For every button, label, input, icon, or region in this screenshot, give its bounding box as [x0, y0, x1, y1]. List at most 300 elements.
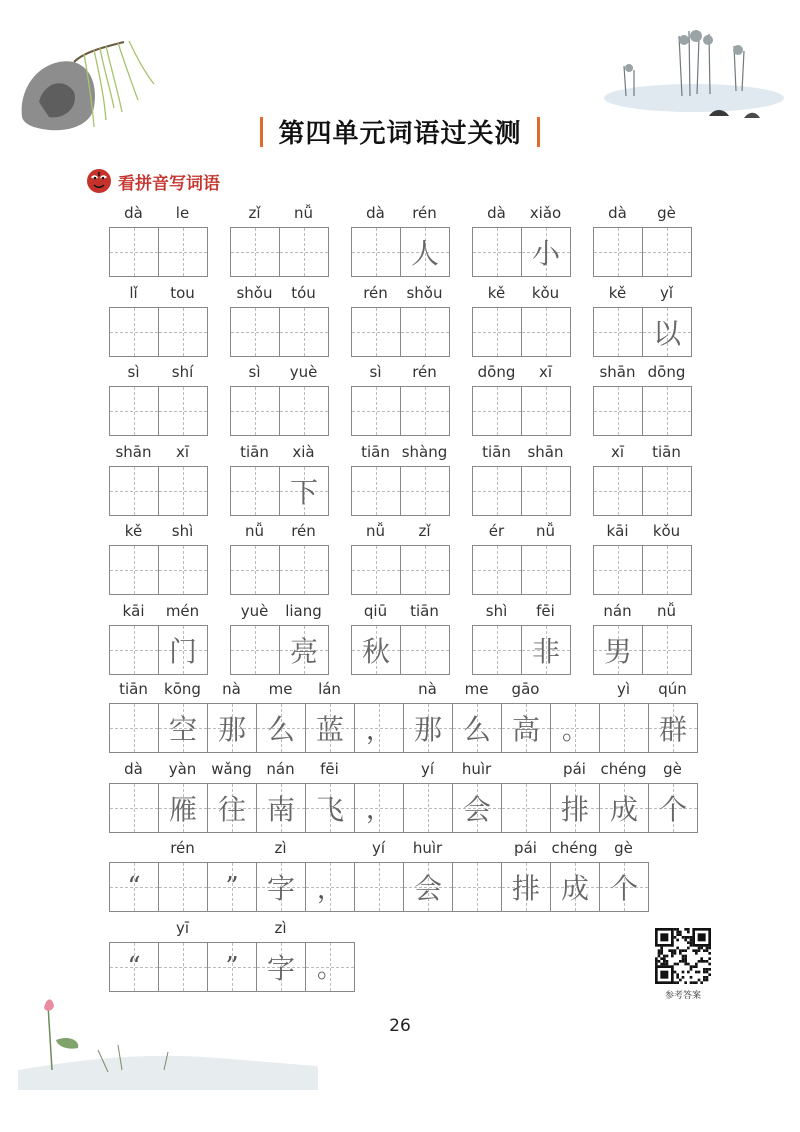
pinyin-label: kāi	[122, 601, 145, 620]
cell-char	[522, 546, 570, 594]
cell-char	[643, 626, 691, 674]
pinyin-label: tiān	[240, 442, 269, 461]
pinyin-label: nǚ	[365, 522, 385, 540]
pinyin-label: kě	[487, 283, 506, 302]
writing-cell[interactable]	[230, 307, 280, 357]
cell-char: 那	[217, 713, 246, 746]
cell-char	[352, 308, 400, 356]
cell-char	[231, 228, 279, 276]
pinyin-label: dà	[608, 204, 627, 222]
pinyin-label: kě	[124, 522, 143, 540]
writing-cell[interactable]	[472, 625, 522, 675]
qr-code-icon	[655, 928, 711, 984]
cell-char	[600, 704, 648, 752]
pinyin-label: me	[268, 680, 293, 698]
writing-cell[interactable]	[207, 942, 257, 992]
writing-cell[interactable]	[109, 227, 159, 277]
cell-char: 以	[652, 316, 681, 350]
pinyin-label: sì	[127, 363, 140, 381]
writing-cell[interactable]	[642, 227, 692, 277]
pinyin-label: huìr	[412, 839, 443, 857]
pinyin-label: chéng	[551, 839, 598, 857]
cell-char	[159, 387, 207, 435]
pinyin-label: qún	[658, 680, 687, 698]
writing-cell[interactable]	[501, 703, 551, 753]
cell-char	[110, 467, 158, 515]
opera-mask-icon	[86, 168, 112, 194]
writing-cell[interactable]	[109, 703, 159, 753]
writing-cell[interactable]	[351, 307, 401, 357]
pinyin-label: yàn	[168, 759, 197, 778]
cell-char: 雁	[168, 792, 197, 826]
writing-cell[interactable]	[351, 466, 401, 516]
cell-char	[110, 228, 158, 276]
writing-cell[interactable]	[521, 545, 571, 595]
cell-char	[110, 546, 158, 594]
cell-char	[401, 308, 449, 356]
cell-char: ，	[316, 874, 343, 905]
cell-char: 么	[266, 713, 295, 746]
writing-cell[interactable]	[472, 545, 522, 595]
pinyin-label: dà	[124, 204, 143, 222]
section-heading	[86, 166, 220, 196]
cell-char: 。	[561, 715, 588, 746]
pinyin-label: tou	[170, 283, 195, 302]
writing-cell[interactable]	[403, 783, 453, 833]
cell-char: 排	[560, 792, 589, 826]
pinyin-label: shǒu	[406, 283, 443, 302]
cell-char	[404, 784, 452, 832]
pinyin-label: nà	[418, 680, 437, 698]
cell-char	[643, 387, 691, 435]
cell-char	[231, 467, 279, 515]
pinyin-label: nǚ	[244, 522, 264, 540]
writing-cell[interactable]	[279, 625, 329, 675]
cell-char	[159, 228, 207, 276]
cell-char: 门	[168, 634, 197, 668]
writing-cell[interactable]	[305, 942, 355, 992]
page-number: 26	[389, 1016, 411, 1036]
pinyin-label: yī	[175, 918, 190, 937]
pinyin-label: yí	[420, 759, 435, 778]
pinyin-label: dōng	[647, 363, 686, 381]
writing-cell[interactable]	[158, 227, 208, 277]
pinyin-label: tiān	[410, 601, 439, 620]
pinyin-label: tiān	[652, 442, 681, 461]
cell-char	[594, 387, 642, 435]
cell-char	[522, 308, 570, 356]
cell-char: 蓝	[315, 713, 344, 746]
cell-char	[231, 626, 279, 674]
pinyin-label: huìr	[461, 759, 492, 778]
writing-cell[interactable]	[351, 545, 401, 595]
pinyin-label: zì	[274, 839, 287, 857]
cell-char: 那	[413, 713, 442, 746]
cell-char	[110, 387, 158, 435]
writing-cell[interactable]	[501, 783, 551, 833]
cell-char: 秋	[361, 634, 390, 668]
cell-char: 群	[658, 713, 687, 746]
cell-char	[280, 228, 328, 276]
writing-cell[interactable]	[642, 466, 692, 516]
pinyin-label: rén	[412, 363, 437, 381]
cell-char	[355, 863, 403, 911]
writing-cell[interactable]	[230, 625, 280, 675]
pinyin-label: xià	[292, 442, 315, 461]
writing-cell[interactable]	[521, 227, 571, 277]
writing-cell[interactable]	[642, 307, 692, 357]
cell-char	[473, 308, 521, 356]
cell-char	[473, 467, 521, 515]
pinyin-label: nán	[603, 601, 632, 620]
pinyin-label: xī	[610, 442, 625, 461]
cell-char	[453, 863, 501, 911]
writing-cell[interactable]	[158, 703, 208, 753]
pinyin-label: dōng	[477, 363, 516, 381]
writing-cell[interactable]	[256, 862, 306, 912]
cell-char	[594, 467, 642, 515]
pinyin-label: kāi	[606, 522, 629, 540]
cell-char: “	[127, 872, 141, 902]
writing-cell[interactable]	[472, 466, 522, 516]
cell-char: 非	[531, 634, 560, 668]
cell-char: ”	[225, 872, 239, 902]
writing-cell[interactable]	[550, 783, 600, 833]
cell-char	[401, 546, 449, 594]
writing-cell[interactable]	[351, 625, 401, 675]
cell-char	[280, 308, 328, 356]
pinyin-label: yí	[371, 839, 386, 857]
pinyin-label: shān	[115, 442, 152, 461]
cell-char	[110, 308, 158, 356]
writing-cell[interactable]	[521, 466, 571, 516]
writing-cell[interactable]	[593, 227, 643, 277]
cell-char	[231, 546, 279, 594]
cell-char	[522, 387, 570, 435]
cell-char	[159, 467, 207, 515]
cell-char	[522, 467, 570, 515]
cell-char	[594, 308, 642, 356]
writing-cell[interactable]	[230, 386, 280, 436]
writing-cell[interactable]	[354, 703, 404, 753]
cell-char	[502, 784, 550, 832]
writing-cell[interactable]	[593, 307, 643, 357]
pinyin-label: rén	[291, 522, 316, 540]
writing-cell[interactable]	[593, 386, 643, 436]
writing-cell[interactable]	[279, 466, 329, 516]
cell-char	[473, 228, 521, 276]
writing-cell[interactable]	[472, 386, 522, 436]
pinyin-label: yǐ	[659, 283, 674, 302]
pinyin-label: me	[464, 680, 489, 698]
pinyin-label: rén	[363, 283, 388, 302]
cell-char: 成	[560, 872, 589, 905]
cell-char: 男	[603, 634, 632, 668]
writing-cell[interactable]	[109, 545, 159, 595]
writing-cell[interactable]	[256, 703, 306, 753]
writing-cell[interactable]	[452, 703, 502, 753]
pinyin-label: fēi	[320, 759, 339, 778]
cell-char	[231, 387, 279, 435]
pinyin-label: tiān	[361, 442, 390, 461]
pinyin-label: xī	[175, 442, 190, 461]
pinyin-label: tóu	[291, 283, 316, 302]
pinyin-label: tiān	[119, 680, 148, 698]
pinyin-label: gāo	[511, 680, 540, 698]
cell-char	[352, 228, 400, 276]
pinyin-label: shí	[171, 363, 194, 381]
pinyin-label: nán	[266, 759, 295, 778]
cell-char	[110, 784, 158, 832]
writing-cell[interactable]	[351, 227, 401, 277]
cell-char: 往	[217, 792, 246, 826]
pinyin-label: zì	[274, 918, 287, 937]
qr-label: 参考答案	[664, 991, 701, 1001]
writing-cell[interactable]	[109, 307, 159, 357]
cell-char: 空	[168, 713, 197, 746]
writing-cell[interactable]	[109, 625, 159, 675]
pinyin-label: kě	[608, 283, 627, 302]
cell-char	[643, 228, 691, 276]
writing-cell[interactable]	[403, 703, 453, 753]
writing-cell[interactable]	[207, 783, 257, 833]
writing-cell[interactable]	[593, 545, 643, 595]
writing-cell[interactable]	[599, 783, 649, 833]
writing-cell[interactable]	[648, 783, 698, 833]
cell-char: “	[127, 951, 141, 982]
cell-char	[401, 387, 449, 435]
writing-cell[interactable]	[230, 466, 280, 516]
title-row	[0, 113, 800, 157]
pinyin-label: shì	[171, 522, 194, 540]
pinyin-label: mén	[165, 601, 200, 620]
writing-cell[interactable]	[279, 227, 329, 277]
writing-cell[interactable]	[403, 862, 453, 912]
cell-char: 个	[658, 792, 687, 826]
writing-cell[interactable]	[207, 703, 257, 753]
writing-cell[interactable]	[109, 783, 159, 833]
writing-cell[interactable]	[642, 625, 692, 675]
pinyin-label: rén	[170, 839, 195, 857]
title-right-bar	[537, 117, 540, 147]
section-label: 看拼音写词语	[118, 173, 220, 194]
title-left-bar	[260, 117, 263, 147]
lotus-reed-illustration	[18, 990, 318, 1090]
writing-cell[interactable]	[550, 862, 600, 912]
cell-char: 会	[462, 792, 491, 826]
writing-cell[interactable]	[599, 703, 649, 753]
writing-cell[interactable]	[158, 625, 208, 675]
pinyin-label: pái	[514, 839, 537, 857]
cell-char	[401, 626, 449, 674]
pinyin-label: tiān	[482, 442, 511, 461]
writing-cell[interactable]	[230, 545, 280, 595]
cell-char	[110, 626, 158, 674]
cell-char: 。	[316, 954, 343, 984]
pinyin-label: lǐ	[129, 283, 138, 302]
writing-cell[interactable]	[279, 545, 329, 595]
cell-char	[594, 228, 642, 276]
writing-cell[interactable]	[158, 466, 208, 516]
writing-cell[interactable]	[593, 466, 643, 516]
writing-cell[interactable]	[472, 307, 522, 357]
pinyin-label: gè	[657, 204, 676, 222]
page-title: 第四单元词语过关测	[278, 119, 522, 149]
writing-cell[interactable]	[550, 703, 600, 753]
writing-cell[interactable]	[648, 703, 698, 753]
cell-char: 人	[410, 237, 439, 270]
writing-cell[interactable]	[305, 862, 355, 912]
writing-cell[interactable]	[279, 307, 329, 357]
pinyin-label: nǚ	[535, 522, 555, 540]
cell-char	[643, 467, 691, 515]
writing-cell[interactable]	[521, 625, 571, 675]
cell-char	[643, 546, 691, 594]
writing-cell[interactable]	[158, 862, 208, 912]
writing-cell[interactable]	[521, 386, 571, 436]
cell-char: 高	[511, 713, 540, 746]
cell-char	[231, 308, 279, 356]
pinyin-label: le	[175, 204, 190, 222]
writing-cell[interactable]	[109, 466, 159, 516]
writing-cell[interactable]	[521, 307, 571, 357]
cell-char	[159, 546, 207, 594]
pinyin-label: gè	[663, 759, 682, 778]
pinyin-label: sì	[248, 363, 261, 381]
pinyin-label: yì	[616, 680, 631, 698]
cell-char	[473, 387, 521, 435]
pinyin-label: shān	[599, 363, 636, 381]
cell-char	[159, 943, 207, 991]
writing-cell[interactable]	[400, 307, 450, 357]
pinyin-label: xiǎo	[529, 204, 562, 222]
pinyin-label: pái	[563, 759, 586, 778]
writing-cell[interactable]	[279, 386, 329, 436]
cell-char: 小	[531, 237, 560, 270]
writing-cell[interactable]	[400, 227, 450, 277]
pinyin-label: qiū	[363, 601, 388, 620]
cell-char	[352, 546, 400, 594]
pinyin-label: ér	[488, 522, 505, 540]
writing-cell[interactable]	[158, 545, 208, 595]
cell-char: 排	[511, 872, 540, 905]
cell-char: 南	[266, 792, 295, 826]
cell-char	[280, 387, 328, 435]
pinyin-label: nà	[222, 680, 241, 698]
writing-cell[interactable]	[400, 625, 450, 675]
pinyin-label: fēi	[536, 601, 555, 620]
pinyin-label: wǎng	[211, 759, 252, 778]
pinyin-label: shì	[485, 601, 508, 620]
cell-char	[352, 467, 400, 515]
writing-cell[interactable]	[305, 783, 355, 833]
pinyin-label: zǐ	[418, 522, 431, 540]
pinyin-label: rén	[412, 204, 437, 222]
writing-cell[interactable]	[642, 386, 692, 436]
cell-char	[110, 704, 158, 752]
pinyin-label: yuè	[289, 363, 318, 381]
cell-char	[352, 387, 400, 435]
writing-cell[interactable]	[400, 386, 450, 436]
writing-cell[interactable]	[501, 862, 551, 912]
writing-cell[interactable]	[256, 942, 306, 992]
writing-cell[interactable]	[354, 862, 404, 912]
cell-char: 么	[462, 713, 491, 746]
writing-cell[interactable]	[472, 227, 522, 277]
writing-cell[interactable]	[230, 227, 280, 277]
writing-cell[interactable]	[452, 783, 502, 833]
cell-char	[594, 546, 642, 594]
writing-cell[interactable]	[109, 386, 159, 436]
cell-char	[159, 308, 207, 356]
cell-char: 下	[289, 475, 318, 509]
cell-char	[473, 546, 521, 594]
writing-cell[interactable]	[109, 942, 159, 992]
pinyin-label: dà	[487, 204, 506, 222]
cell-char	[159, 863, 207, 911]
pinyin-label: nǚ	[656, 601, 676, 620]
cell-char: 会	[413, 872, 442, 905]
pinyin-label: xī	[538, 363, 553, 381]
pinyin-label: shàng	[401, 442, 448, 461]
pinyin-label: chéng	[600, 759, 647, 778]
writing-cell[interactable]	[305, 703, 355, 753]
pinyin-label: sì	[369, 363, 382, 381]
pinyin-label: kǒu	[652, 522, 681, 540]
pinyin-label: dà	[124, 759, 143, 778]
writing-cell[interactable]	[593, 625, 643, 675]
writing-cell[interactable]	[256, 783, 306, 833]
cell-char	[473, 626, 521, 674]
writing-cell[interactable]	[400, 545, 450, 595]
cell-char: 字	[266, 951, 295, 985]
writing-cell[interactable]	[599, 862, 649, 912]
cell-char: ”	[225, 951, 239, 982]
writing-cell[interactable]	[158, 783, 208, 833]
pinyin-label: yuè	[240, 601, 269, 620]
cell-char	[401, 467, 449, 515]
writing-cell[interactable]	[207, 862, 257, 912]
pinyin-label: shǒu	[236, 283, 273, 302]
cell-char: ，	[365, 795, 392, 825]
writing-cell[interactable]	[158, 386, 208, 436]
cell-char: 亮	[289, 634, 318, 668]
writing-cell[interactable]	[109, 862, 159, 912]
pinyin-label: gè	[614, 839, 633, 857]
writing-cell[interactable]	[354, 783, 404, 833]
pinyin-label: shān	[527, 442, 564, 461]
cell-char: 字	[266, 872, 295, 905]
pinyin-label: nǚ	[293, 204, 313, 222]
pinyin-label: kōng	[164, 680, 201, 698]
writing-cell[interactable]	[400, 466, 450, 516]
cell-char	[280, 546, 328, 594]
writing-cell[interactable]	[158, 942, 208, 992]
pinyin-label: dà	[366, 204, 385, 222]
pinyin-label: zǐ	[248, 204, 261, 222]
writing-cell[interactable]	[452, 862, 502, 912]
cell-char: 个	[609, 872, 638, 905]
pinyin-label: liang	[285, 601, 322, 620]
pinyin-label: lán	[318, 680, 341, 698]
writing-cell[interactable]	[351, 386, 401, 436]
writing-cell[interactable]	[642, 545, 692, 595]
cell-char: 成	[609, 792, 638, 826]
pinyin-label: kǒu	[531, 283, 560, 302]
writing-cell[interactable]	[158, 307, 208, 357]
cell-char: ，	[365, 715, 392, 746]
cell-char: 飞	[315, 792, 344, 826]
